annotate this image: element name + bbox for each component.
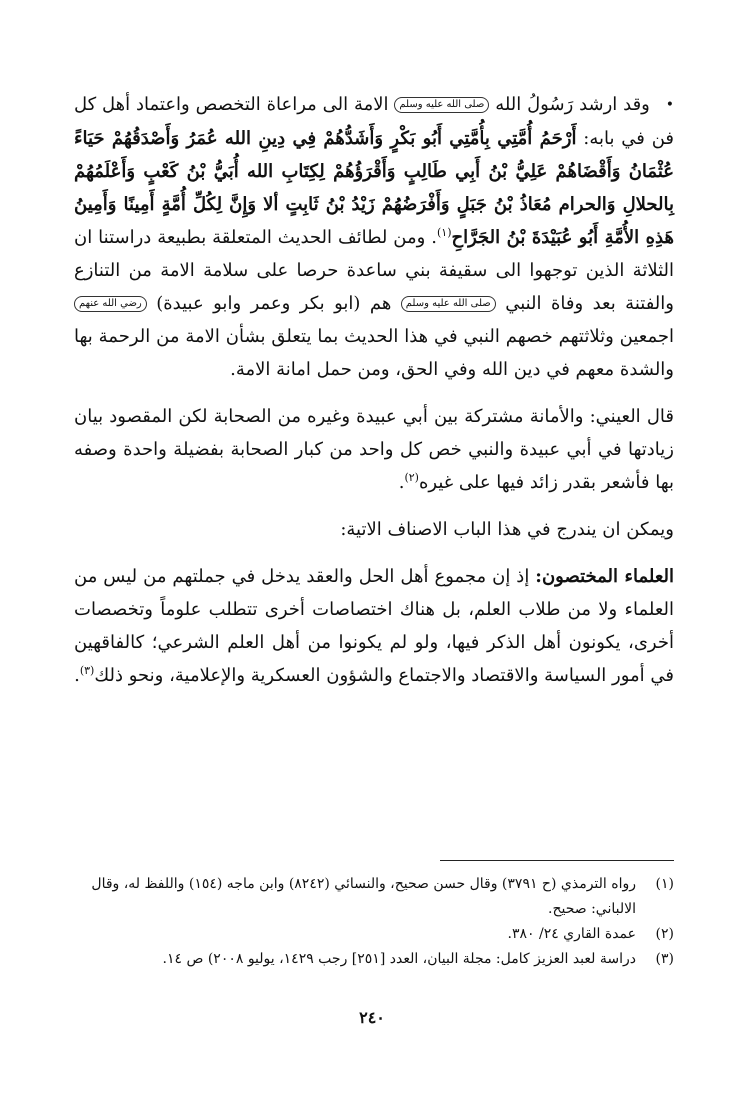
footnote-divider [440, 860, 674, 861]
footnote-number: (٢) [655, 926, 674, 942]
paragraph-text: اجمعين وثلاثتهم خصهم النبي في هذا الحديث بما يتعلق بشأن الامة من الرحمة بها والشدة معهم في دين الله وفي الحق، ومن حمل امانة الامة. [74, 325, 674, 380]
hadith-quote: أَرْحَمُ أُمَّتِي بِأُمَّتِي أَبُو بَكْرٍ وَأَشَدُّهُمْ فِي دِينِ الله عُمَرُ وَأَصْدَقُهُمْ حَيَاءً عُثْمَانُ وَأَقْضَاهُمْ عَلِيُّ بْنُ أَبِي طَالِبٍ وَأَقْرَؤُهُمْ لِكِتَابِ الله أُبَيُّ بْنُ كَعْبٍ وَأَعْلَمُهُمْ بِالحلالِ وَالحرام مُعَاذُ بْنُ جَبَلٍ وَأَفْرَضُهُمْ زَيْدُ بْنُ ثَابِتٍ ألا وَإِنَّ لِكُلِّ أُمَّةٍ أَمِينًا وَأَمِينُ هَذِهِ الأُمَّةِ أَبُو عُبَيْدَةَ بْنُ الجَرَّاحِ [74, 127, 674, 248]
footnote-text: رواه الترمذي (ح ٣٧٩١) وقال حسن صحيح، والنسائي (٨٢٤٢) وابن ماجه (١٥٤) واللفظ له، وقال الالباني: صحيح. [91, 876, 636, 917]
footnote-ref-2[interactable]: (٢) [404, 470, 419, 484]
footnotes [74, 872, 674, 972]
paragraph-hadith [74, 88, 674, 386]
footnote-ref-1[interactable]: (١) [436, 225, 452, 239]
footnote-item [74, 922, 674, 947]
paragraph-text: ويمكن ان يندرج في هذا الباب الاصناف الاتية: [340, 518, 674, 540]
footnote-number: (١) [655, 876, 674, 892]
paragraph-categories [74, 513, 674, 546]
section-lead: العلماء المختصون: [535, 565, 674, 587]
footnote-ref-3[interactable]: (٣) [79, 663, 95, 677]
footnote-item [74, 872, 674, 922]
footnote-item [74, 947, 674, 972]
page-number: ٢٤٠ [359, 1008, 385, 1027]
paragraph-text: هم (ابو بكر وعمر وابو عبيدة) [156, 292, 392, 314]
bullet-icon: • [665, 96, 674, 113]
footnote-number: (٣) [655, 951, 674, 967]
paragraph-scholars [74, 560, 674, 692]
paragraph-text: إذ إن مجموع أهل الحل والعقد يدخل في جملتهم من ليس من العلماء ولا من طلاب العلم، بل هناك اختصاصات أخرى تتطلب علوماً وتخصصات أخرى، يكونون أهل الذكر فيها، ولو لم يكونوا من أهل العلم الشرعي؛ كالفاقهين في أمور السياسة والاقتصاد والاجتماع والشؤون العسكرية والإعلامية، ونحو ذلك [74, 565, 674, 686]
paragraph-text: . ومن لطائف الحديث المتعلقة بطبيعة دراستنا ان الثلاثة الذين توجهوا الى سقيفة بني ساعدة حرصا على سلامة الامة من التنازع والفتنة بعد وفاة النبي [74, 226, 674, 314]
honorific-mark: صلى الله عليه وسلم [394, 97, 489, 113]
paragraph-end: . [74, 664, 80, 686]
footnote-text: عمدة القاري ٢٤/ ٣٨٠. [507, 926, 636, 942]
paragraph-intro: وقد ارشد رَسُولُ الله [495, 94, 650, 115]
paragraph-text: قال العيني: والأمانة مشتركة بين أبي عبيدة وغيره من الصحابة لكن المقصود بيان زيادتها في أبي عبيدة والنبي خص كل واحد من كبار الصحابة بفضيلة واحدة وصفه بها فأشعر بقدر زائد فيها على غيره [74, 405, 674, 493]
paragraph-aini [74, 400, 674, 499]
paragraph-text: الامة الى مراعاة التخصص واعتماد أهل كل فن في بابه: [74, 94, 674, 149]
paragraph-end: . [398, 471, 405, 493]
honorific-mark: رضي الله عنهم [74, 296, 147, 312]
footnote-text: دراسة لعبد العزيز كامل: مجلة البيان، العدد [٢٥١] رجب ١٤٢٩، يوليو ٢٠٠٨) ص ١٤. [162, 951, 636, 967]
honorific-mark: صلى الله عليه وسلم [401, 296, 496, 312]
